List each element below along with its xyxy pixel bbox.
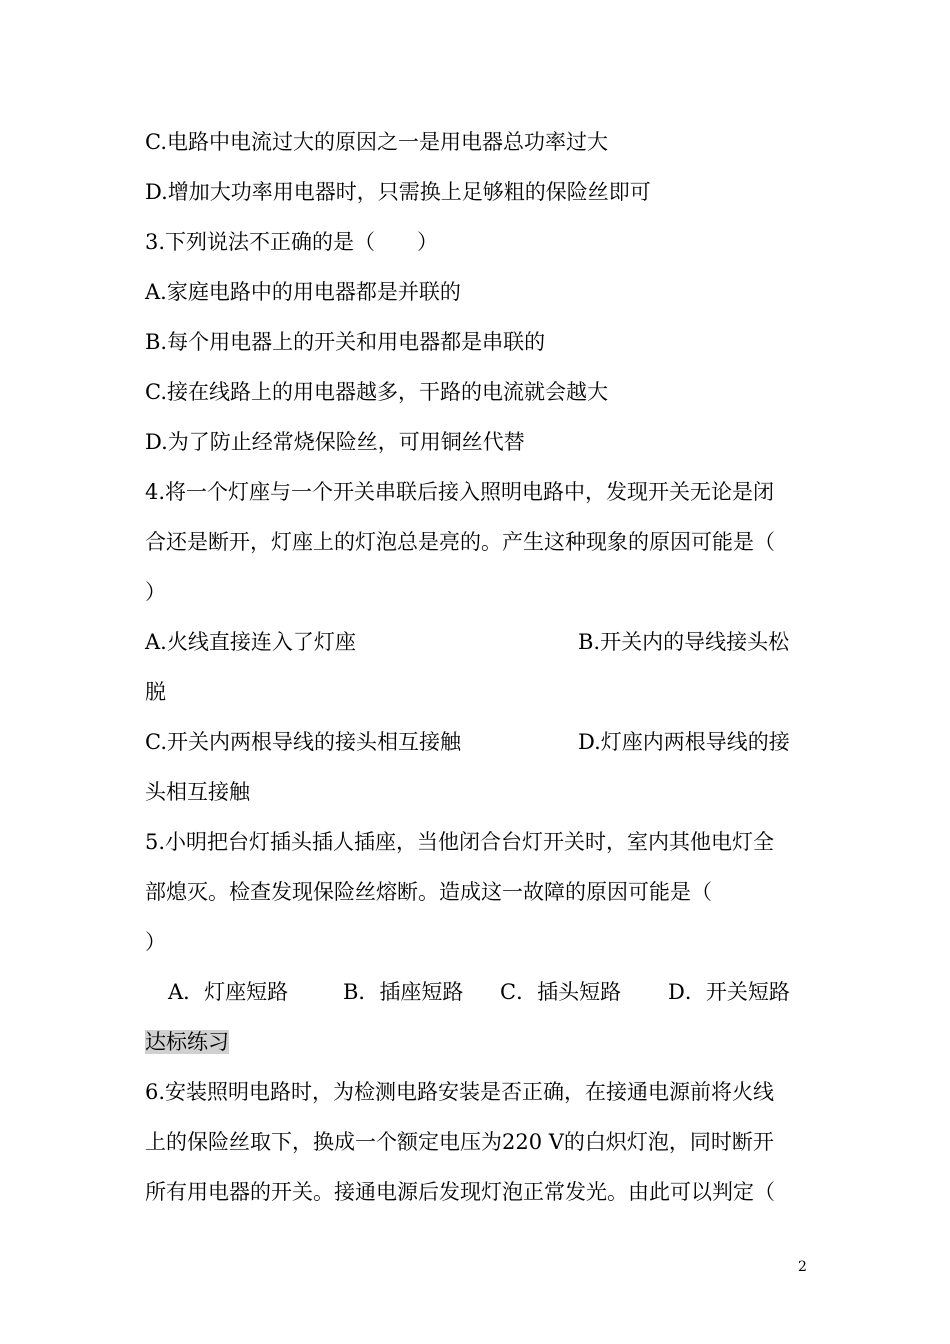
question-3-option-d: D.为了防止经常烧保险丝，可用铜丝代替 (145, 430, 525, 454)
question-5-option-b: B．插座短路 (343, 980, 464, 1004)
question-4-stem-line-3: ） (145, 580, 166, 604)
question-4-option-b-continued: 脱 (145, 680, 166, 704)
question-5-stem-line-2: 部熄灭。检查发现保险丝熔断。造成这一故障的原因可能是（ (145, 880, 712, 904)
section-heading (145, 1028, 229, 1056)
question-3-option-c: C.接在线路上的用电器越多，干路的电流就会越大 (145, 380, 608, 404)
question-3-stem: 3.下列说法不正确的是（ ） (145, 230, 439, 254)
question-5-option-c: C．插头短路 (500, 980, 622, 1004)
question-4-option-d-continued: 头相互接触 (145, 780, 250, 804)
page-number: 2 (798, 1259, 807, 1275)
question-6-stem-line-2: 上的保险丝取下，换成一个额定电压为220 V的白炽灯泡，同时断开 (145, 1130, 774, 1154)
question-4-stem-line-2: 合还是断开，灯座上的灯泡总是亮的。产生这种现象的原因可能是（ (145, 530, 775, 554)
question-5-stem-line-3: ） (145, 930, 166, 954)
question-3-option-b: B.每个用电器上的开关和用电器都是串联的 (145, 330, 546, 354)
question-6-stem-line-3: 所有用电器的开关。接通电源后发现灯泡正常发光。由此可以判定（ (145, 1180, 775, 1204)
question-4-stem-line-1: 4.将一个灯座与一个开关串联后接入照明电路中，发现开关无论是闭 (145, 480, 775, 504)
question-2-option-d: D.增加大功率用电器时，只需换上足够粗的保险丝即可 (145, 180, 651, 204)
question-4-option-a: A.火线直接连入了灯座 (145, 630, 356, 654)
question-3-option-a: A.家庭电路中的用电器都是并联的 (145, 280, 461, 304)
question-2-option-c: C.电路中电流过大的原因之一是用电器总功率过大 (145, 130, 608, 154)
question-5-option-a: A．灯座短路 (168, 980, 289, 1004)
question-6-stem-line-1: 6.安装照明电路时，为检测电路安装是否正确，在接通电源前将火线 (145, 1080, 775, 1104)
question-4-option-c: C.开关内两根导线的接头相互接触 (145, 730, 461, 754)
section-heading-text: 达标练习 (145, 1030, 229, 1054)
question-5-stem-line-1: 5.小明把台灯插头插人插座，当他闭合台灯开关时，室内其他电灯全 (145, 830, 775, 854)
question-4-option-b: B.开关内的导线接头松 (578, 630, 790, 654)
question-5-option-d: D．开关短路 (668, 980, 790, 1004)
question-4-option-d: D.灯座内两根导线的接 (578, 730, 790, 754)
